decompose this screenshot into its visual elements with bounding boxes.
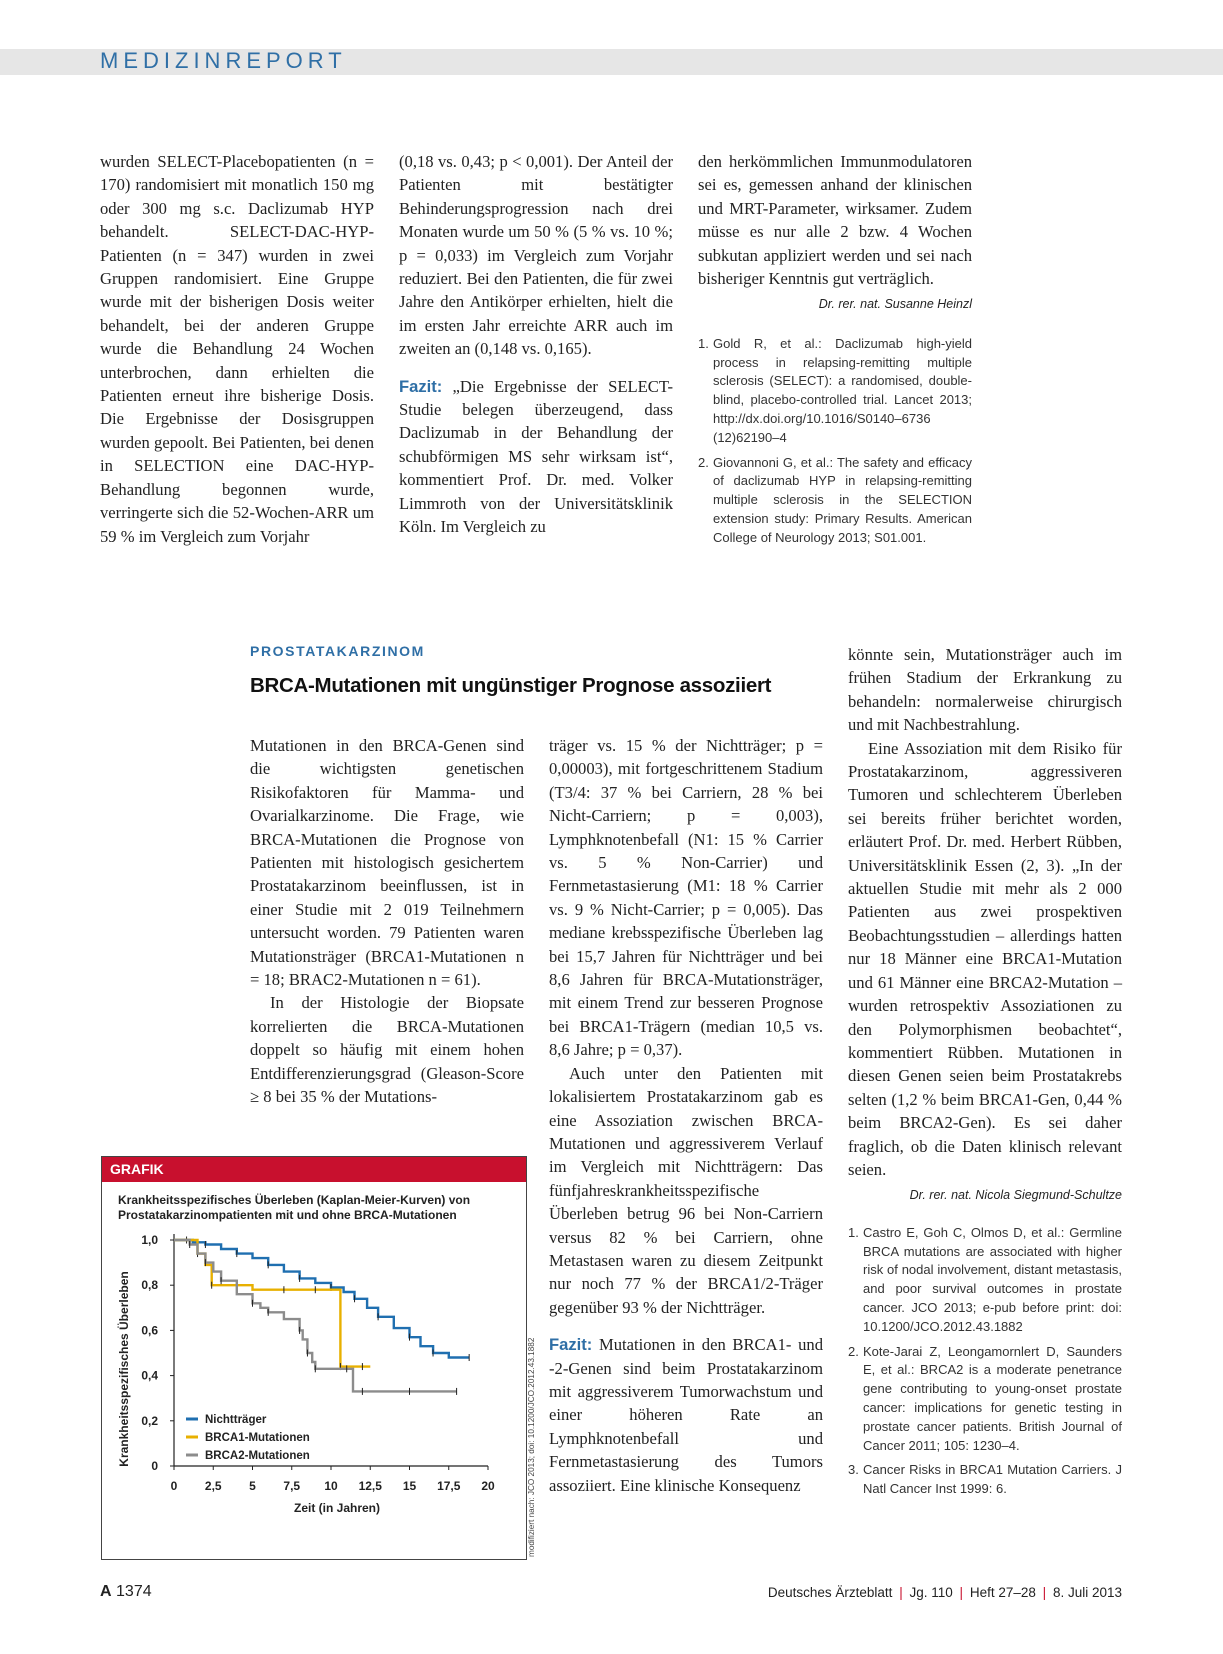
journal-date: 8. Juli 2013: [1052, 1585, 1122, 1600]
paragraph: Eine Assoziation mit dem Risiko für Prostatakarzinom, aggressiveren Tumoren und schlechterem Überleben sei bereits früher berichtet worden, erläutert Prof. Dr. med. Herbert Rübben, Universitätsklinik Essen (2, 3). „In der aktuellen Studie mit mehr als 2 000 Patienten aus zwei prospektiven Beobachtungsstudien – allerdings hatten nur 18 Männer eine BRCA1-Mutation und 61 Männer eine BRCA2-Mutation – wurden retrospektiv Assoziationen zu den Polymorphismen beobachtet“, kommentiert Rübben. Mutationen in diesen Genen seien beim Prostatakrebs selten (1,2 % beim BRCA1-Gen, 0,44 % beim BRCA2-Gen). Es sei daher fraglich, ob die Daten klinisch relevant seien.: [848, 738, 1122, 1179]
reference-text: Giovannoni G, et al.: The safety and efficacy of daclizumab HYP in relapsing-remitting multiple sclerosis in the SELECTION extension study: Primary Results. American College of Neurology 2013; S01.001.: [713, 454, 972, 545]
x-tick-label: 12,5: [358, 1479, 382, 1493]
source-note: [524, 1335, 538, 1557]
fazit-text: Mutationen in den BRCA1- und -2-Genen sind beim Prostatakarzinom mit aggressiverem Tumorwachstum und einer höheren Rate an Lymphknotenbefall und Fernmetastasierung des Tumors assoziiert. Eine klinische Konsequenz: [549, 1335, 823, 1495]
chart-legend: [186, 1414, 310, 1462]
x-tick-label: 5: [249, 1479, 256, 1493]
article-kicker: PROSTATAKARZINOM: [250, 643, 425, 659]
x-tick-label: 2,5: [204, 1479, 222, 1493]
reference-number: 2.: [698, 454, 709, 470]
fazit-paragraph: [549, 1333, 823, 1497]
reference-item: [698, 454, 972, 548]
y-tick-label: 0,8: [141, 1278, 158, 1293]
legend-label: Nichtträger: [205, 1414, 267, 1426]
reference-number: 1.: [698, 335, 709, 351]
page-number-value: 1374: [116, 1583, 152, 1600]
journal-name: Deutsches Ärzteblatt: [767, 1585, 893, 1600]
article2-col3: [848, 643, 1122, 1505]
footer-separator: |: [899, 1585, 903, 1600]
top-article-col3: [698, 150, 972, 554]
article2-col2: [549, 734, 823, 1497]
reference-number: 2.: [848, 1343, 859, 1359]
x-tick-label: 20: [481, 1479, 495, 1493]
paragraph: träger vs. 15 % der Nichtträger; p = 0,00003), mit fortgeschrittenem Stadium (T3/4: 37 % bei Carriern, 28 % bei Nicht-Carriern; p = 0,003), Lymphknotenbefall (N1: 15 % Carrier vs. 5 % Non-Carrier) und Fernmetastasierung (M1: 18 % Carrier vs. 9 % Nicht-Carrier; p = 0,005). Das mediane krebsspezifische Überleben lag bei 15,7 Jahren für Nichtträger und bei 8,6 Jahren für BRCA-Mutationsträger, mit einem Trend zur besseren Prognose bei BRCA1-Trägern (median 10,5 vs. 8,6 Jahre; p = 0,37).: [549, 736, 823, 1060]
fazit-label: Fazit:: [399, 376, 443, 396]
x-axis-label: Zeit (in Jahren): [293, 1501, 381, 1515]
y-tick-label: 0,4: [141, 1368, 158, 1383]
journal-info: [768, 1585, 1122, 1600]
x-tick-label: 0: [170, 1479, 178, 1493]
fazit-label: Fazit:: [549, 1335, 593, 1355]
paragraph: Mutationen in den BRCA-Genen sind die wichtigsten genetischen Risikofaktoren für Mamma- und Ovarialkarzinome. Die Frage, wie BRCA-Mutationen die Prognose von Patienten mit histologisch gesichertem Prostatakarzinom beeinflussen, ist in einer Studie mit 2 019 Teilnehmern untersucht worden. 79 Patienten waren Mutationsträger (BRCA1-Mutationen n = 18; BRAC2-Mutationen n = 61).: [250, 736, 524, 990]
y-axis-label: Krankheitsspezifisches Überleben: [117, 1271, 131, 1467]
footer-separator: |: [1042, 1585, 1047, 1600]
series-line-1: [174, 1240, 469, 1358]
paragraph: In der Histologie der Biopsate korrelierten die BRCA-Mutationen doppelt so häufig mit einem hohen Entdifferenzierungsgrad (Gleason-Score ≥ 8 bei 35 % der Mutations-: [250, 993, 524, 1107]
article-headline: BRCA-Mutationen mit ungünstiger Prognose assoziiert: [250, 674, 772, 697]
section-label: MEDIZINREPORT: [100, 48, 347, 73]
reference-text: Kote-Jarai Z, Leongamornlert D, Saunders E, et al.: BRCA2 is a moderate penetrance gene contributing to young-onset prostate cancer: implications for genetic testing in prostate cancer patients. British Journal of Cancer 2011; 105: 1230–4.: [863, 1343, 1122, 1453]
paragraph: (0,18 vs. 0,43; p < 0,001). Der Anteil der Patienten mit bestätigter Behinderungsprogression nach drei Monaten wurde um 50 % (5 % vs. 10 %; p = 0,033) im Vergleich zum Vorjahr reduziert. Bei den Patienten, die für zwei Jahre den Antikörper erhielten, hielt die im ersten Jahr erreichte ARR auch im zweiten an (0,148 vs. 0,165).: [399, 152, 673, 359]
grafik-box: [101, 1156, 527, 1560]
reference-text: Cancer Risks in BRCA1 Mutation Carriers. J Natl Cancer Inst 1999: 6.: [863, 1462, 1122, 1497]
source-note-text: modifiziert nach: JCO 2013; doi: 10.1200/JCO.2012.43.1882: [527, 1337, 536, 1557]
top-article-col2: [399, 150, 673, 539]
page-number: [100, 1583, 152, 1601]
y-tick-label: 0,6: [141, 1323, 158, 1338]
top-article-col1: [100, 150, 374, 548]
reference-number: 3.: [848, 1462, 859, 1478]
reference-number: 1.: [848, 1224, 859, 1240]
reference-item: [698, 335, 972, 448]
author-signature: Dr. rer. nat. Nicola Siegmund-Schultze: [909, 1188, 1122, 1203]
legend-label: BRCA1-Mutationen: [205, 1432, 310, 1444]
y-tick-label: 1,0: [141, 1233, 158, 1247]
paragraph: den herkömmlichen Immunmodulatoren sei es, gemessen anhand der klinischen und MRT-Parameter, wirksamer. Zudem müsse es nur alle 2 bzw. 4 Wochen subkutan appliziert werden und sei nach bisheriger Kenntnis gut verträglich.: [698, 152, 972, 289]
chart-series: [174, 1237, 469, 1395]
paragraph: könnte sein, Mutationsträger auch im frühen Stadium der Erkrankung zu behandeln: normalerweise chirurgisch und mit Nachbestrahlung.: [848, 645, 1122, 735]
series-line-2: [174, 1240, 370, 1367]
reference-list: [848, 1224, 1122, 1499]
footer-separator: |: [959, 1585, 964, 1600]
fazit-text: „Die Ergebnisse der SELECT-Studie belegen überzeugend, dass Daclizumab in der Behandlung der schubförmigen MS sehr wirksam ist“, kommentiert Prof. Dr. med. Volker Limmroth von der Universitätsklinik Köln. Im Vergleich zu: [399, 376, 673, 537]
reference-item: [848, 1343, 1122, 1456]
chart-axes: [116, 1233, 495, 1515]
chart-title: Krankheitsspezifisches Überleben (Kaplan-Meier-Kurven) von Prostatakarzinompatienten mit und ohne BRCA-Mutationen: [118, 1193, 471, 1222]
reference-item: [848, 1224, 1122, 1337]
y-tick-label: 0,2: [141, 1413, 158, 1428]
x-tick-label: 7,5: [283, 1479, 301, 1493]
article2-col1: [250, 734, 524, 1109]
journal-volume: Jg. 110: [909, 1585, 953, 1600]
x-tick-label: 15: [402, 1479, 417, 1493]
page-letter: A: [100, 1583, 112, 1600]
reference-text: Gold R, et al.: Daclizumab high-yield process in relapsing-remitting multiple sclerosis (SELECT): a randomised, double-blind, placebo-controlled trial. Lancet 2013; http://dx.doi.org/10.1016/S0140–6736 (12)62190–4: [713, 335, 972, 445]
fazit-paragraph: [399, 375, 673, 539]
paragraph: Auch unter den Patienten mit lokalisiertem Prostatakarzinom gab es eine Assoziation zwischen BRCA-Mutationen und aggressiverem Verlauf im Vergleich mit Nichtträgern: Das fünfjahreskrankheitsspezifische Überleben betrug 96 bei Non-Carriern versus 82 % bei Carriern, ohne Metastasen waren zu diesem Zeitpunkt nur noch 77 % der BRCA1/2-Träger gegenüber 93 % der Nichtträger.: [549, 1063, 823, 1317]
author-signature: Dr. rer. nat. Susanne Heinzl: [818, 297, 972, 312]
grafik-label: GRAFIK: [102, 1157, 526, 1182]
y-tick-label: 0: [151, 1459, 158, 1473]
x-tick-label: 10: [324, 1479, 338, 1493]
journal-issue: Heft 27–28: [969, 1585, 1036, 1600]
x-tick-label: 17,5: [437, 1479, 461, 1493]
reference-text: Castro E, Goh C, Olmos D, et al.: Germline BRCA mutations are associated with higher risk of nodal involvement, distant metastasis, and poor survival outcomes in prostate cancer. JCO 2013; e-pub before print: doi: 10.1200/JCO.2012.43.1882: [863, 1224, 1122, 1334]
reference-list: [698, 335, 972, 548]
reference-item: [848, 1461, 1122, 1499]
kaplan-meier-chart: [102, 1157, 526, 1559]
legend-label: BRCA2-Mutationen: [205, 1450, 310, 1462]
paragraph: wurden SELECT-Placebopatienten (n = 170) randomisiert mit monatlich 150 mg oder 300 mg s.c. Daclizumab HYP behandelt. SELECT-DAC-HYP-Patienten (n = 347) wurden in zwei Gruppen randomisiert. Eine Gruppe wurde mit der bisherigen Dosis weiter behandelt, bei der anderen Gruppe wurde die Behandlung 24 Wochen unterbrochen, dann erhielten die Patienten erneut ihre bisherige Dosis. Die Ergebnisse der Dosisgruppen wurden gepoolt. Bei Patienten, bei denen in SELECTION eine DAC-HYP-Behandlung begonnen wurde, verringerte sich die 52-Wochen-ARR um 59 % im Vergleich zum Vorjahr: [100, 152, 374, 546]
